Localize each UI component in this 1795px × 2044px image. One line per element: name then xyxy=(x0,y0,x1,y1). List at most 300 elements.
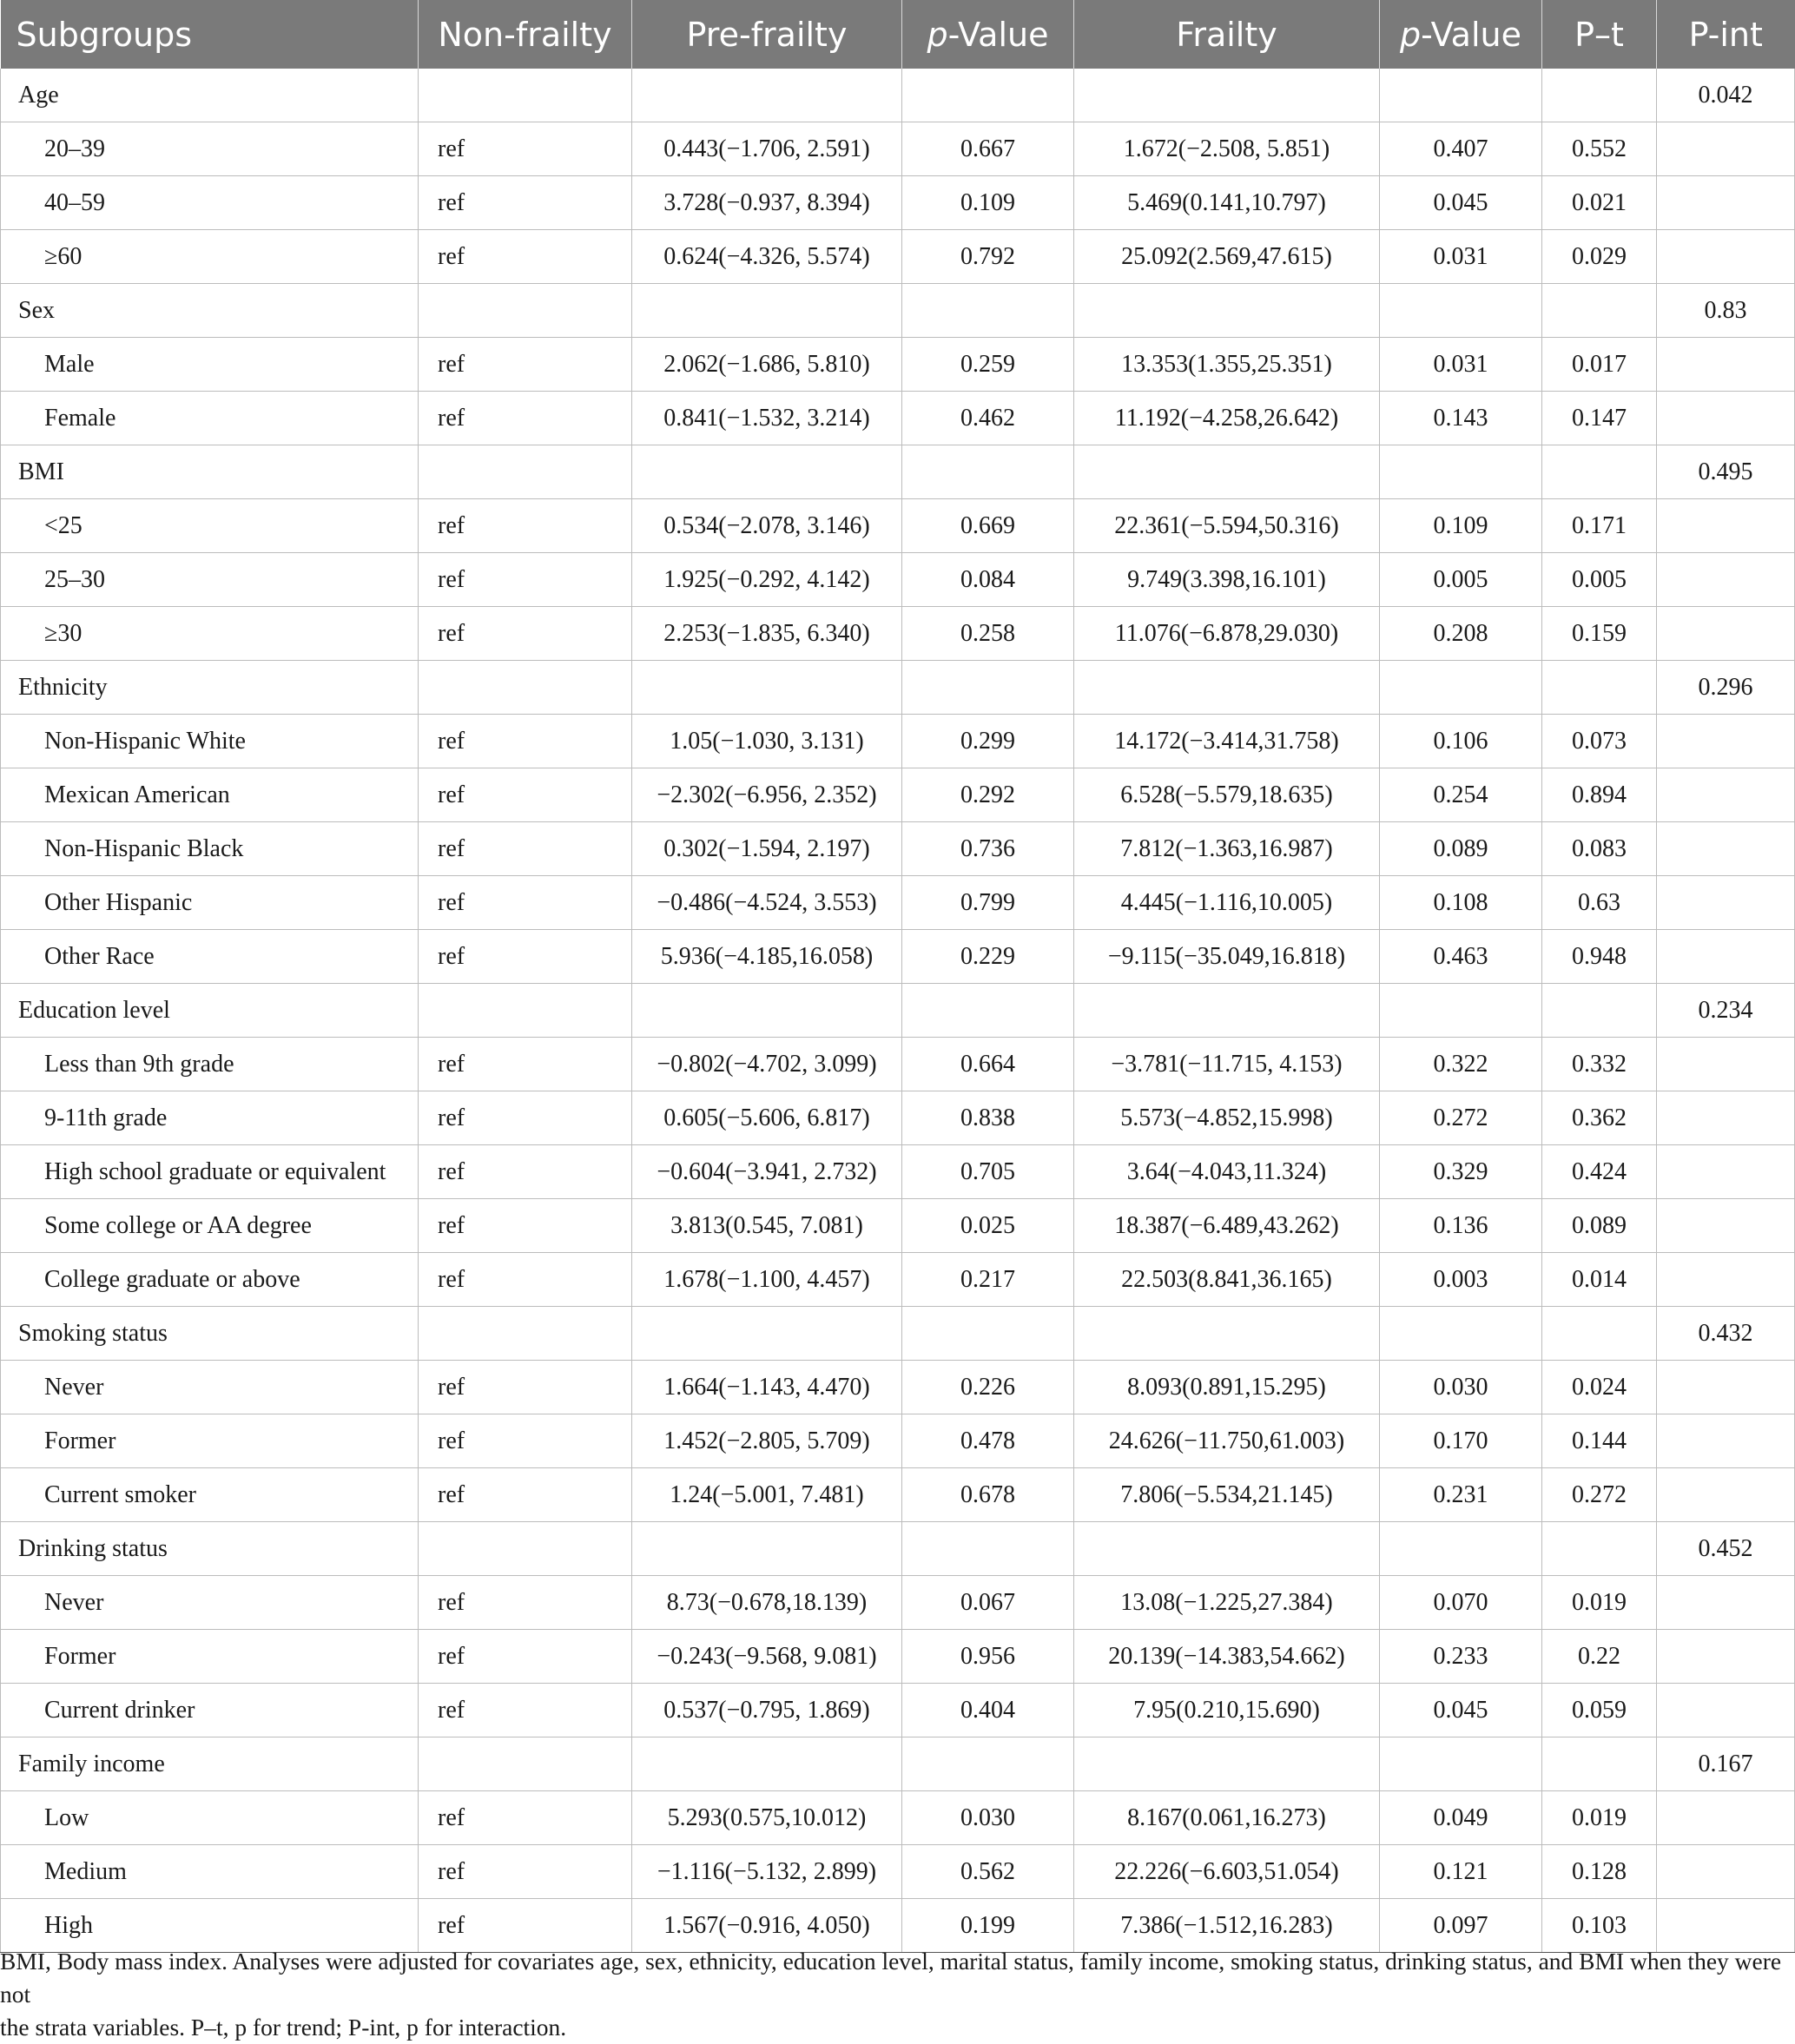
frailty-cell: 5.469(0.141,10.797) xyxy=(1074,176,1380,230)
header-pre-frailty: Pre-frailty xyxy=(632,0,902,69)
frailty-p-value-cell: 0.231 xyxy=(1380,1468,1542,1522)
subgroup-cell: Current smoker xyxy=(1,1468,419,1522)
pre-frailty-p-value-cell xyxy=(902,445,1074,499)
pre-frailty-cell: 0.537(−0.795, 1.869) xyxy=(632,1684,902,1737)
frailty-p-value-cell: 0.136 xyxy=(1380,1199,1542,1253)
p-trend-cell: 0.144 xyxy=(1542,1414,1657,1468)
frailty-cell: 7.95(0.210,15.690) xyxy=(1074,1684,1380,1737)
frailty-cell xyxy=(1074,69,1380,122)
pre-frailty-p-value-cell: 0.067 xyxy=(902,1576,1074,1630)
pre-frailty-cell: 2.062(−1.686, 5.810) xyxy=(632,338,902,392)
p-trend-cell: 0.22 xyxy=(1542,1630,1657,1684)
subgroup-cell: 25–30 xyxy=(1,553,419,607)
frailty-cell: 7.806(−5.534,21.145) xyxy=(1074,1468,1380,1522)
frailty-p-value-cell: 0.005 xyxy=(1380,553,1542,607)
non-frailty-cell: ref xyxy=(419,1630,632,1684)
p-int-cell xyxy=(1657,392,1795,445)
pre-frailty-p-value-cell: 0.217 xyxy=(902,1253,1074,1307)
frailty-cell xyxy=(1074,445,1380,499)
frailty-cell xyxy=(1074,984,1380,1038)
subgroup-cell: Female xyxy=(1,392,419,445)
pre-frailty-cell: 8.73(−0.678,18.139) xyxy=(632,1576,902,1630)
subgroup-cell: Smoking status xyxy=(1,1307,419,1361)
p-trend-cell xyxy=(1542,1737,1657,1791)
frailty-p-value-cell xyxy=(1380,445,1542,499)
p-int-cell: 0.296 xyxy=(1657,661,1795,715)
p-italic: p xyxy=(1400,15,1422,54)
p-int-cell xyxy=(1657,876,1795,930)
subgroup-cell: Other Hispanic xyxy=(1,876,419,930)
frailty-cell: −9.115(−35.049,16.818) xyxy=(1074,930,1380,984)
frailty-cell: 13.353(1.355,25.351) xyxy=(1074,338,1380,392)
p-int-cell xyxy=(1657,122,1795,176)
pre-frailty-p-value-cell: 0.792 xyxy=(902,230,1074,284)
subgroup-cell: Education level xyxy=(1,984,419,1038)
frailty-p-value-cell: 0.121 xyxy=(1380,1845,1542,1899)
non-frailty-cell: ref xyxy=(419,553,632,607)
pre-frailty-p-value-cell: 0.404 xyxy=(902,1684,1074,1737)
pre-frailty-p-value-cell: 0.838 xyxy=(902,1091,1074,1145)
frailty-cell xyxy=(1074,1307,1380,1361)
subgroup-cell: ≥30 xyxy=(1,607,419,661)
p-trend-cell: 0.021 xyxy=(1542,176,1657,230)
non-frailty-cell: ref xyxy=(419,1468,632,1522)
non-frailty-cell: ref xyxy=(419,607,632,661)
group-row xyxy=(1,69,1795,122)
frailty-cell xyxy=(1074,284,1380,338)
frailty-cell: 24.626(−11.750,61.003) xyxy=(1074,1414,1380,1468)
subgroup-cell: Current drinker xyxy=(1,1684,419,1737)
p-trend-cell xyxy=(1542,661,1657,715)
non-frailty-cell: ref xyxy=(419,499,632,553)
pre-frailty-p-value-cell: 0.478 xyxy=(902,1414,1074,1468)
frailty-p-value-cell: 0.049 xyxy=(1380,1791,1542,1845)
p-int-cell xyxy=(1657,499,1795,553)
p-int-cell: 0.495 xyxy=(1657,445,1795,499)
p-trend-cell: 0.948 xyxy=(1542,930,1657,984)
subgroup-cell: Never xyxy=(1,1361,419,1414)
group-row xyxy=(1,1522,1795,1576)
p-trend-cell: 0.171 xyxy=(1542,499,1657,553)
pre-frailty-p-value-cell: 0.199 xyxy=(902,1899,1074,1953)
footnote-line-1: BMI, Body mass index. Analyses were adjusted for covariates age, sex, ethnicity, education level, marital status, family income, smoking status, drinking status, and BMI when they were not xyxy=(0,1948,1782,2008)
non-frailty-cell: ref xyxy=(419,768,632,822)
table-row xyxy=(1,1845,1795,1899)
frailty-cell: 11.076(−6.878,29.030) xyxy=(1074,607,1380,661)
non-frailty-cell: ref xyxy=(419,1145,632,1199)
frailty-cell: 25.092(2.569,47.615) xyxy=(1074,230,1380,284)
group-row xyxy=(1,1737,1795,1791)
frailty-p-value-cell: 0.108 xyxy=(1380,876,1542,930)
pre-frailty-cell: 0.302(−1.594, 2.197) xyxy=(632,822,902,876)
p-trend-cell: 0.362 xyxy=(1542,1091,1657,1145)
p-trend-cell: 0.089 xyxy=(1542,1199,1657,1253)
p-int-cell xyxy=(1657,1038,1795,1091)
p-trend-cell xyxy=(1542,445,1657,499)
non-frailty-cell: ref xyxy=(419,1576,632,1630)
p-trend-cell: 0.017 xyxy=(1542,338,1657,392)
pre-frailty-p-value-cell xyxy=(902,984,1074,1038)
non-frailty-cell: ref xyxy=(419,1253,632,1307)
subgroup-cell: BMI xyxy=(1,445,419,499)
header-p-value-frailty xyxy=(1380,0,1542,69)
pre-frailty-cell: 1.925(−0.292, 4.142) xyxy=(632,553,902,607)
non-frailty-cell: ref xyxy=(419,1899,632,1953)
group-row xyxy=(1,661,1795,715)
frailty-cell: 7.386(−1.512,16.283) xyxy=(1074,1899,1380,1953)
frailty-cell: 6.528(−5.579,18.635) xyxy=(1074,768,1380,822)
subgroup-cell: Sex xyxy=(1,284,419,338)
table-row xyxy=(1,499,1795,553)
p-trend-cell xyxy=(1542,984,1657,1038)
pre-frailty-p-value-cell: 0.229 xyxy=(902,930,1074,984)
header-subgroups: Subgroups xyxy=(1,0,419,69)
pre-frailty-cell: 1.05(−1.030, 3.131) xyxy=(632,715,902,768)
table-row xyxy=(1,176,1795,230)
pre-frailty-cell: 0.841(−1.532, 3.214) xyxy=(632,392,902,445)
p-int-cell xyxy=(1657,768,1795,822)
pre-frailty-p-value-cell: 0.226 xyxy=(902,1361,1074,1414)
subgroup-cell: Non-Hispanic Black xyxy=(1,822,419,876)
table-row xyxy=(1,1630,1795,1684)
frailty-p-value-cell xyxy=(1380,1307,1542,1361)
non-frailty-cell: ref xyxy=(419,1414,632,1468)
pre-frailty-p-value-cell: 0.084 xyxy=(902,553,1074,607)
subgroup-cell: 40–59 xyxy=(1,176,419,230)
pre-frailty-cell: −0.243(−9.568, 9.081) xyxy=(632,1630,902,1684)
non-frailty-cell: ref xyxy=(419,822,632,876)
pre-frailty-p-value-cell: 0.678 xyxy=(902,1468,1074,1522)
p-int-cell xyxy=(1657,230,1795,284)
frailty-cell: 7.812(−1.363,16.987) xyxy=(1074,822,1380,876)
frailty-p-value-cell xyxy=(1380,1737,1542,1791)
p-int-cell xyxy=(1657,930,1795,984)
non-frailty-cell: ref xyxy=(419,1038,632,1091)
p-int-cell xyxy=(1657,1145,1795,1199)
subgroup-cell: Drinking status xyxy=(1,1522,419,1576)
pre-frailty-cell xyxy=(632,69,902,122)
frailty-p-value-cell xyxy=(1380,284,1542,338)
frailty-p-value-cell: 0.170 xyxy=(1380,1414,1542,1468)
pre-frailty-p-value-cell xyxy=(902,284,1074,338)
frailty-p-value-cell: 0.097 xyxy=(1380,1899,1542,1953)
non-frailty-cell: ref xyxy=(419,1684,632,1737)
table-footnote xyxy=(0,1945,1789,2044)
non-frailty-cell: ref xyxy=(419,230,632,284)
p-trend-cell xyxy=(1542,284,1657,338)
frailty-cell: 5.573(−4.852,15.998) xyxy=(1074,1091,1380,1145)
non-frailty-cell xyxy=(419,1522,632,1576)
frailty-cell: 11.192(−4.258,26.642) xyxy=(1074,392,1380,445)
subgroup-cell: ≥60 xyxy=(1,230,419,284)
footnote-line-2: the strata variables. P–t, p for trend; P-int, p for interaction. xyxy=(0,2014,567,2041)
header-non-frailty: Non-frailty xyxy=(419,0,632,69)
frailty-p-value-cell: 0.089 xyxy=(1380,822,1542,876)
non-frailty-cell: ref xyxy=(419,392,632,445)
p-trend-cell: 0.159 xyxy=(1542,607,1657,661)
subgroup-cell: 9-11th grade xyxy=(1,1091,419,1145)
subgroup-cell: 20–39 xyxy=(1,122,419,176)
p-trend-cell: 0.332 xyxy=(1542,1038,1657,1091)
p-int-cell xyxy=(1657,1791,1795,1845)
pre-frailty-cell xyxy=(632,445,902,499)
table-row xyxy=(1,1576,1795,1630)
table-row xyxy=(1,1791,1795,1845)
header-p-int: P-int xyxy=(1657,0,1795,69)
frailty-p-value-cell: 0.106 xyxy=(1380,715,1542,768)
table-row xyxy=(1,1253,1795,1307)
table-row xyxy=(1,1414,1795,1468)
p-italic: p xyxy=(927,15,948,54)
pre-frailty-cell: −2.302(−6.956, 2.352) xyxy=(632,768,902,822)
p-trend-cell xyxy=(1542,69,1657,122)
non-frailty-cell: ref xyxy=(419,715,632,768)
pre-frailty-cell: 0.624(−4.326, 5.574) xyxy=(632,230,902,284)
p-int-cell xyxy=(1657,1468,1795,1522)
table-body xyxy=(1,69,1795,1953)
subgroup-cell: Less than 9th grade xyxy=(1,1038,419,1091)
frailty-p-value-cell xyxy=(1380,984,1542,1038)
subgroup-cell: Ethnicity xyxy=(1,661,419,715)
p-value-suffix: -Value xyxy=(947,15,1049,54)
non-frailty-cell: ref xyxy=(419,876,632,930)
table-row xyxy=(1,876,1795,930)
pre-frailty-p-value-cell: 0.258 xyxy=(902,607,1074,661)
frailty-cell xyxy=(1074,1737,1380,1791)
frailty-cell xyxy=(1074,1522,1380,1576)
non-frailty-cell xyxy=(419,284,632,338)
pre-frailty-p-value-cell: 0.562 xyxy=(902,1845,1074,1899)
frailty-cell: 4.445(−1.116,10.005) xyxy=(1074,876,1380,930)
subgroup-cell: High xyxy=(1,1899,419,1953)
pre-frailty-cell: 1.567(−0.916, 4.050) xyxy=(632,1899,902,1953)
frailty-p-value-cell: 0.003 xyxy=(1380,1253,1542,1307)
header-frailty: Frailty xyxy=(1074,0,1380,69)
table-row xyxy=(1,1468,1795,1522)
group-row xyxy=(1,1307,1795,1361)
p-trend-cell: 0.552 xyxy=(1542,122,1657,176)
subgroup-cell: <25 xyxy=(1,499,419,553)
frailty-p-value-cell xyxy=(1380,1522,1542,1576)
non-frailty-cell xyxy=(419,1737,632,1791)
non-frailty-cell xyxy=(419,661,632,715)
pre-frailty-cell: −0.486(−4.524, 3.553) xyxy=(632,876,902,930)
pre-frailty-p-value-cell xyxy=(902,1737,1074,1791)
subgroup-cell: Low xyxy=(1,1791,419,1845)
header-p-trend: P–t xyxy=(1542,0,1657,69)
frailty-p-value-cell: 0.031 xyxy=(1380,338,1542,392)
p-trend-cell: 0.103 xyxy=(1542,1899,1657,1953)
non-frailty-cell: ref xyxy=(419,1361,632,1414)
p-int-cell: 0.167 xyxy=(1657,1737,1795,1791)
pre-frailty-p-value-cell: 0.705 xyxy=(902,1145,1074,1199)
p-value-suffix: -Value xyxy=(1421,15,1521,54)
group-row xyxy=(1,445,1795,499)
p-trend-cell: 0.424 xyxy=(1542,1145,1657,1199)
non-frailty-cell: ref xyxy=(419,930,632,984)
frailty-p-value-cell: 0.463 xyxy=(1380,930,1542,984)
p-trend-cell: 0.073 xyxy=(1542,715,1657,768)
p-trend-cell: 0.63 xyxy=(1542,876,1657,930)
frailty-cell: −3.781(−11.715, 4.153) xyxy=(1074,1038,1380,1091)
pre-frailty-p-value-cell: 0.667 xyxy=(902,122,1074,176)
p-int-cell xyxy=(1657,1361,1795,1414)
p-trend-cell xyxy=(1542,1307,1657,1361)
table-row xyxy=(1,1199,1795,1253)
p-int-cell xyxy=(1657,1414,1795,1468)
pre-frailty-cell xyxy=(632,984,902,1038)
subgroup-cell: Former xyxy=(1,1414,419,1468)
pre-frailty-p-value-cell: 0.109 xyxy=(902,176,1074,230)
group-row xyxy=(1,984,1795,1038)
frailty-p-value-cell: 0.109 xyxy=(1380,499,1542,553)
p-trend-cell: 0.019 xyxy=(1542,1791,1657,1845)
frailty-p-value-cell: 0.272 xyxy=(1380,1091,1542,1145)
non-frailty-cell: ref xyxy=(419,1091,632,1145)
subgroup-cell: Non-Hispanic White xyxy=(1,715,419,768)
frailty-p-value-cell xyxy=(1380,661,1542,715)
p-trend-cell xyxy=(1542,1522,1657,1576)
pre-frailty-cell xyxy=(632,284,902,338)
pre-frailty-p-value-cell: 0.030 xyxy=(902,1791,1074,1845)
p-int-cell xyxy=(1657,338,1795,392)
frailty-cell: 18.387(−6.489,43.262) xyxy=(1074,1199,1380,1253)
pre-frailty-cell: 1.452(−2.805, 5.709) xyxy=(632,1414,902,1468)
frailty-cell: 8.093(0.891,15.295) xyxy=(1074,1361,1380,1414)
pre-frailty-cell: −0.604(−3.941, 2.732) xyxy=(632,1145,902,1199)
p-trend-cell: 0.147 xyxy=(1542,392,1657,445)
pre-frailty-cell xyxy=(632,661,902,715)
non-frailty-cell xyxy=(419,445,632,499)
frailty-p-value-cell: 0.329 xyxy=(1380,1145,1542,1199)
pre-frailty-p-value-cell xyxy=(902,69,1074,122)
pre-frailty-cell: 1.24(−5.001, 7.481) xyxy=(632,1468,902,1522)
p-int-cell xyxy=(1657,1253,1795,1307)
frailty-cell: 20.139(−14.383,54.662) xyxy=(1074,1630,1380,1684)
pre-frailty-p-value-cell: 0.462 xyxy=(902,392,1074,445)
p-int-cell xyxy=(1657,176,1795,230)
pre-frailty-cell: 0.534(−2.078, 3.146) xyxy=(632,499,902,553)
p-trend-cell: 0.059 xyxy=(1542,1684,1657,1737)
frailty-cell: 9.749(3.398,16.101) xyxy=(1074,553,1380,607)
p-int-cell xyxy=(1657,822,1795,876)
frailty-p-value-cell: 0.322 xyxy=(1380,1038,1542,1091)
non-frailty-cell xyxy=(419,984,632,1038)
pre-frailty-cell: 0.443(−1.706, 2.591) xyxy=(632,122,902,176)
pre-frailty-cell xyxy=(632,1307,902,1361)
p-int-cell xyxy=(1657,715,1795,768)
p-int-cell xyxy=(1657,1630,1795,1684)
non-frailty-cell xyxy=(419,69,632,122)
table-row xyxy=(1,822,1795,876)
p-trend-cell: 0.128 xyxy=(1542,1845,1657,1899)
table-row xyxy=(1,230,1795,284)
pre-frailty-p-value-cell: 0.299 xyxy=(902,715,1074,768)
p-int-cell xyxy=(1657,607,1795,661)
subgroup-cell: Family income xyxy=(1,1737,419,1791)
non-frailty-cell: ref xyxy=(419,1791,632,1845)
pre-frailty-cell xyxy=(632,1522,902,1576)
subgroup-cell: Other Race xyxy=(1,930,419,984)
pre-frailty-cell: 2.253(−1.835, 6.340) xyxy=(632,607,902,661)
frailty-p-value-cell: 0.031 xyxy=(1380,230,1542,284)
pre-frailty-p-value-cell xyxy=(902,1522,1074,1576)
p-trend-cell: 0.005 xyxy=(1542,553,1657,607)
subgroup-cell: Age xyxy=(1,69,419,122)
frailty-cell: 8.167(0.061,16.273) xyxy=(1074,1791,1380,1845)
pre-frailty-cell: 0.605(−5.606, 6.817) xyxy=(632,1091,902,1145)
subgroup-cell: High school graduate or equivalent xyxy=(1,1145,419,1199)
p-int-cell xyxy=(1657,553,1795,607)
pre-frailty-cell: 5.936(−4.185,16.058) xyxy=(632,930,902,984)
frailty-p-value-cell: 0.233 xyxy=(1380,1630,1542,1684)
subgroup-cell: Medium xyxy=(1,1845,419,1899)
p-int-cell xyxy=(1657,1845,1795,1899)
pre-frailty-cell: 1.678(−1.100, 4.457) xyxy=(632,1253,902,1307)
p-trend-cell: 0.014 xyxy=(1542,1253,1657,1307)
p-int-cell: 0.234 xyxy=(1657,984,1795,1038)
pre-frailty-p-value-cell: 0.736 xyxy=(902,822,1074,876)
table-row xyxy=(1,1091,1795,1145)
pre-frailty-cell: 5.293(0.575,10.012) xyxy=(632,1791,902,1845)
p-int-cell: 0.452 xyxy=(1657,1522,1795,1576)
p-trend-cell: 0.083 xyxy=(1542,822,1657,876)
pre-frailty-p-value-cell: 0.956 xyxy=(902,1630,1074,1684)
frailty-p-value-cell: 0.407 xyxy=(1380,122,1542,176)
subgroup-cell: College graduate or above xyxy=(1,1253,419,1307)
pre-frailty-p-value-cell: 0.799 xyxy=(902,876,1074,930)
pre-frailty-cell: −0.802(−4.702, 3.099) xyxy=(632,1038,902,1091)
frailty-p-value-cell: 0.254 xyxy=(1380,768,1542,822)
table-row xyxy=(1,338,1795,392)
table-row xyxy=(1,122,1795,176)
frailty-cell: 22.361(−5.594,50.316) xyxy=(1074,499,1380,553)
pre-frailty-p-value-cell xyxy=(902,661,1074,715)
pre-frailty-cell xyxy=(632,1737,902,1791)
frailty-p-value-cell: 0.030 xyxy=(1380,1361,1542,1414)
table-row xyxy=(1,1038,1795,1091)
pre-frailty-p-value-cell: 0.025 xyxy=(902,1199,1074,1253)
table-row xyxy=(1,715,1795,768)
non-frailty-cell: ref xyxy=(419,122,632,176)
table-row xyxy=(1,607,1795,661)
table-row xyxy=(1,392,1795,445)
frailty-cell: 22.503(8.841,36.165) xyxy=(1074,1253,1380,1307)
frailty-cell: 13.08(−1.225,27.384) xyxy=(1074,1576,1380,1630)
pre-frailty-cell: 1.664(−1.143, 4.470) xyxy=(632,1361,902,1414)
frailty-cell xyxy=(1074,661,1380,715)
subgroup-cell: Mexican American xyxy=(1,768,419,822)
table-row xyxy=(1,768,1795,822)
table-row xyxy=(1,1684,1795,1737)
pre-frailty-p-value-cell: 0.669 xyxy=(902,499,1074,553)
frailty-p-value-cell: 0.208 xyxy=(1380,607,1542,661)
subgroup-cell: Never xyxy=(1,1576,419,1630)
p-int-cell xyxy=(1657,1576,1795,1630)
pre-frailty-p-value-cell: 0.664 xyxy=(902,1038,1074,1091)
frailty-p-value-cell: 0.070 xyxy=(1380,1576,1542,1630)
p-trend-cell: 0.272 xyxy=(1542,1468,1657,1522)
non-frailty-cell: ref xyxy=(419,176,632,230)
non-frailty-cell: ref xyxy=(419,338,632,392)
pre-frailty-p-value-cell: 0.292 xyxy=(902,768,1074,822)
non-frailty-cell xyxy=(419,1307,632,1361)
table-row xyxy=(1,553,1795,607)
p-trend-cell: 0.029 xyxy=(1542,230,1657,284)
frailty-cell: 3.64(−4.043,11.324) xyxy=(1074,1145,1380,1199)
frailty-p-value-cell: 0.143 xyxy=(1380,392,1542,445)
pre-frailty-cell: 3.728(−0.937, 8.394) xyxy=(632,176,902,230)
